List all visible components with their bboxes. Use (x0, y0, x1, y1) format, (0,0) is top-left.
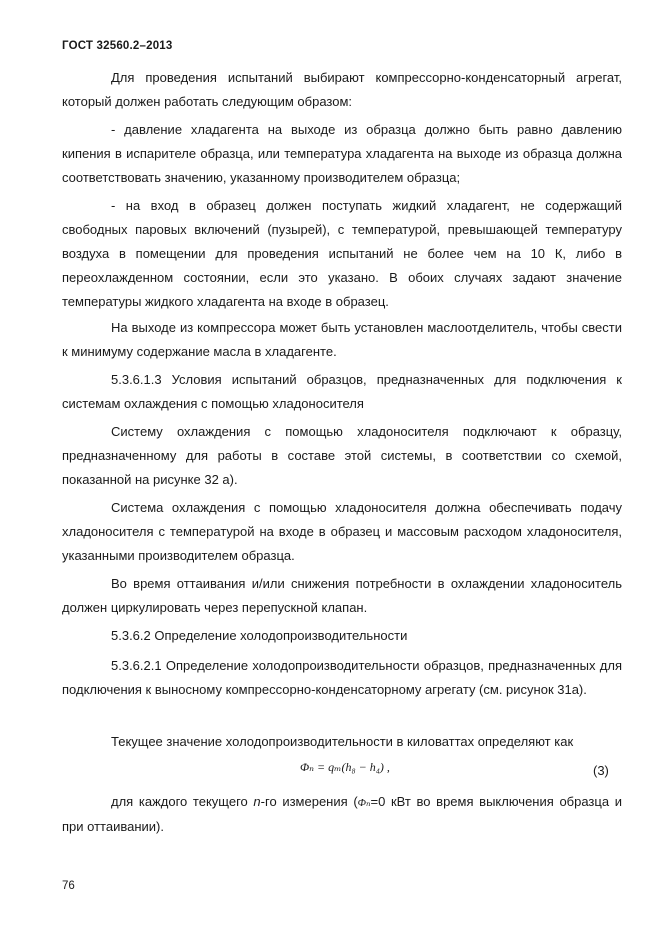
page-number: 76 (62, 880, 75, 892)
paragraph-intro: Для проведения испытаний выбирают компрессорно-конденсаторный агрегат, который должен работать следующим образом: (62, 70, 622, 109)
paragraph-defrost-circulation: Во время оттаивания и/или снижения потребности в охлаждении хладоноситель должен циркулировать через перепускной клапан. (62, 576, 622, 615)
paragraph-oil-separator: На выходе из компрессора может быть установлен маслоотделитель, чтобы свести к минимуму содержание масла в хладагенте. (62, 320, 622, 359)
paragraph-coolant-connection: Систему охлаждения с помощью хладоносителя подключают к образцу, предназначенному для работы в составе этой системы, в соответствии со схемой, показанной на рисунке 32 а). (62, 424, 622, 487)
paragraph-liquid-requirement: - на вход в образец должен поступать жидкий хладагент, не содержащий свободных паровых включений (пузырей), с температурой, превышающей температуру воздуха в помещении для проведения испытаний не более чем на 10 К, либо в переохлажденном состоянии, если это указано. В обоих случаях задают значение температуры жидкого хладагента на входе в образец. (62, 198, 622, 309)
paragraph-pressure-requirement: - давление хладагента на выходе из образца должно быть равно давлению кипения в испарителе образца, или температура хладагента на выходе из образца должна соответствовать значению, указанному производителем образца; (62, 122, 622, 185)
paragraph-formula-intro: Текущее значение холодопроизводительности в киловаттах определяют как (111, 734, 574, 749)
section-5-3-6-2-1: 5.3.6.2.1 Определение холодопроизводительности образцов, предназначенных для подключения к выносному компрессорно-конденсаторному агрегату (см. рисунок 31а). (62, 658, 622, 697)
paragraph-coolant-supply: Система охлаждения с помощью хладоносителя должна обеспечивать подачу хладоносителя с температурой на входе в образец и массовым расходом хладоносителя, указанными производителем образца. (62, 500, 622, 563)
section-5-3-6-2: 5.3.6.2 Определение холодопроизводительности (111, 628, 408, 643)
paragraph-after-formula: для каждого текущего n-го измерения (Φₙ=0 кВт во время выключения образца и при оттаивании). (62, 794, 622, 834)
formula-number: (3) (593, 763, 609, 778)
formula-3: Φₙ = qₘ(h₈ − h₄) , (300, 760, 390, 774)
section-5-3-6-1-3: 5.3.6.1.3 Условия испытаний образцов, предназначенных для подключения к системам охлаждения с помощью хладоносителя (62, 372, 622, 411)
standard-header: ГОСТ 32560.2–2013 (62, 40, 173, 52)
